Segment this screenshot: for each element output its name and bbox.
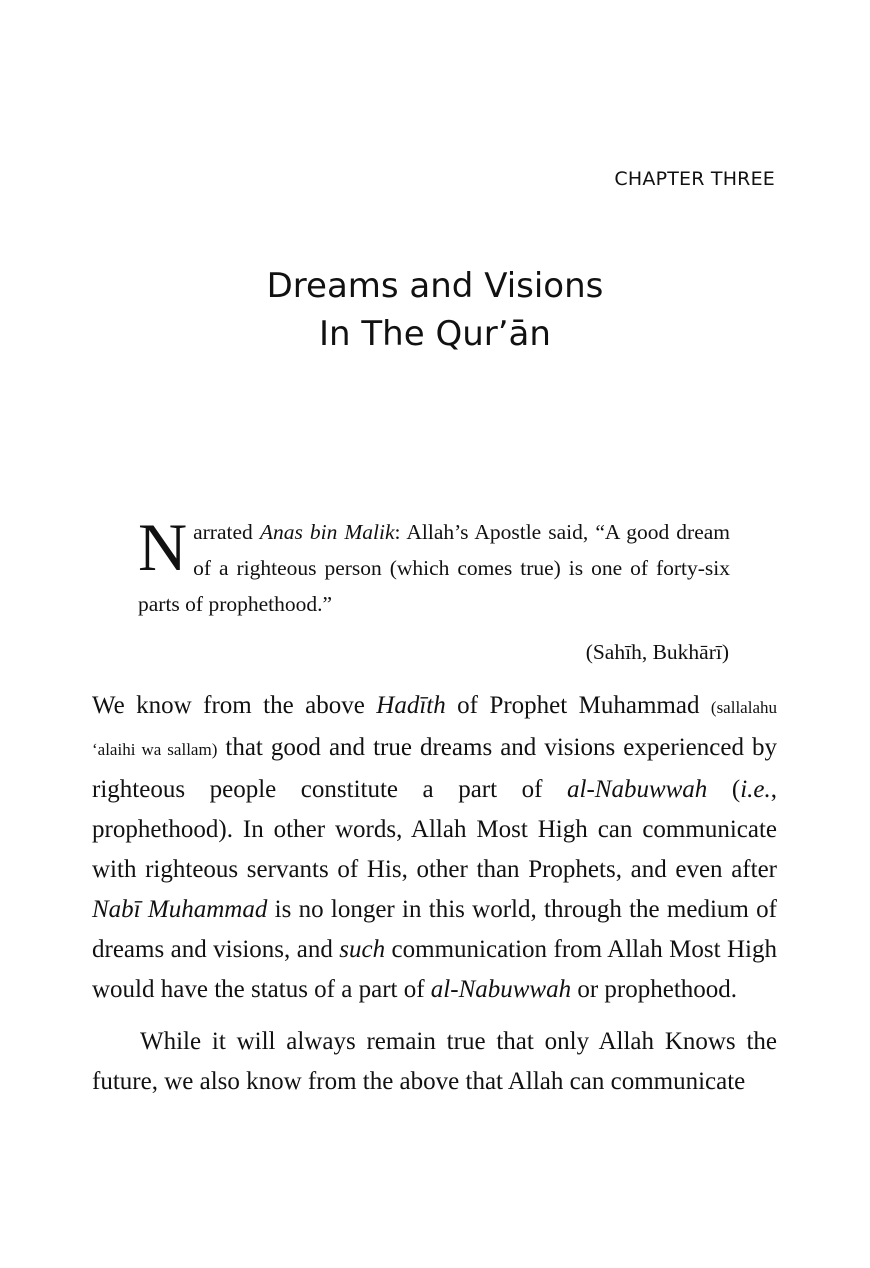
italic-term: Hadīth xyxy=(376,692,446,719)
epigraph-narrator: Anas bin Malik xyxy=(259,520,395,544)
text-run: We know from the above xyxy=(92,692,377,719)
italic-term: i.e. xyxy=(740,776,771,803)
italic-term: such xyxy=(339,936,386,963)
chapter-title-line-2: In The Qur’ān xyxy=(319,314,551,354)
text-run: , prophethood). In other words, Allah Most High can communicate with righteous servants of His, other than Prophets, and even after xyxy=(92,776,777,883)
body-paragraph-2: While it will always remain true that only Allah Knows the future, we also know from the above that Allah can communicate xyxy=(92,1028,777,1095)
italic-term: Nabī Muhammad xyxy=(92,896,268,923)
epigraph-text-start: arrated xyxy=(193,520,260,544)
hadith-epigraph xyxy=(138,509,731,622)
epigraph-paragraph xyxy=(138,509,731,622)
epigraph-citation: (Sahīh, Bukhārī) xyxy=(585,640,729,664)
chapter-title xyxy=(0,262,870,358)
drop-cap: N xyxy=(138,509,188,585)
chapter-label: CHAPTER THREE xyxy=(614,168,775,190)
epigraph-text-rest: : Allah’s Apostle said, “A good dream of a righteous person (which comes true) is one of forty-six parts of prophethood.” xyxy=(138,520,731,616)
italic-term: al-Nabuwwah xyxy=(567,776,708,803)
chapter-title-line-1: Dreams and Visions xyxy=(266,266,604,306)
body-paragraph-1 xyxy=(92,686,777,1010)
italic-term: al-Nabuwwah xyxy=(430,976,572,1003)
text-run: is no longer in this world, through the medium of dreams and visions, and xyxy=(92,896,777,963)
text-run: of Prophet Muhammad xyxy=(445,692,711,719)
honorific: (sallalahu ‘alaihi wa sallam) xyxy=(92,698,777,759)
text-run: ( xyxy=(707,776,741,803)
text-run: or prophethood. xyxy=(571,976,738,1003)
body-text xyxy=(92,686,777,1102)
text-run: that good and true dreams and visions experienced by righteous people constitute a part of xyxy=(92,734,778,803)
text-run: communication from Allah Most High would have the status of a part of xyxy=(92,936,777,1003)
